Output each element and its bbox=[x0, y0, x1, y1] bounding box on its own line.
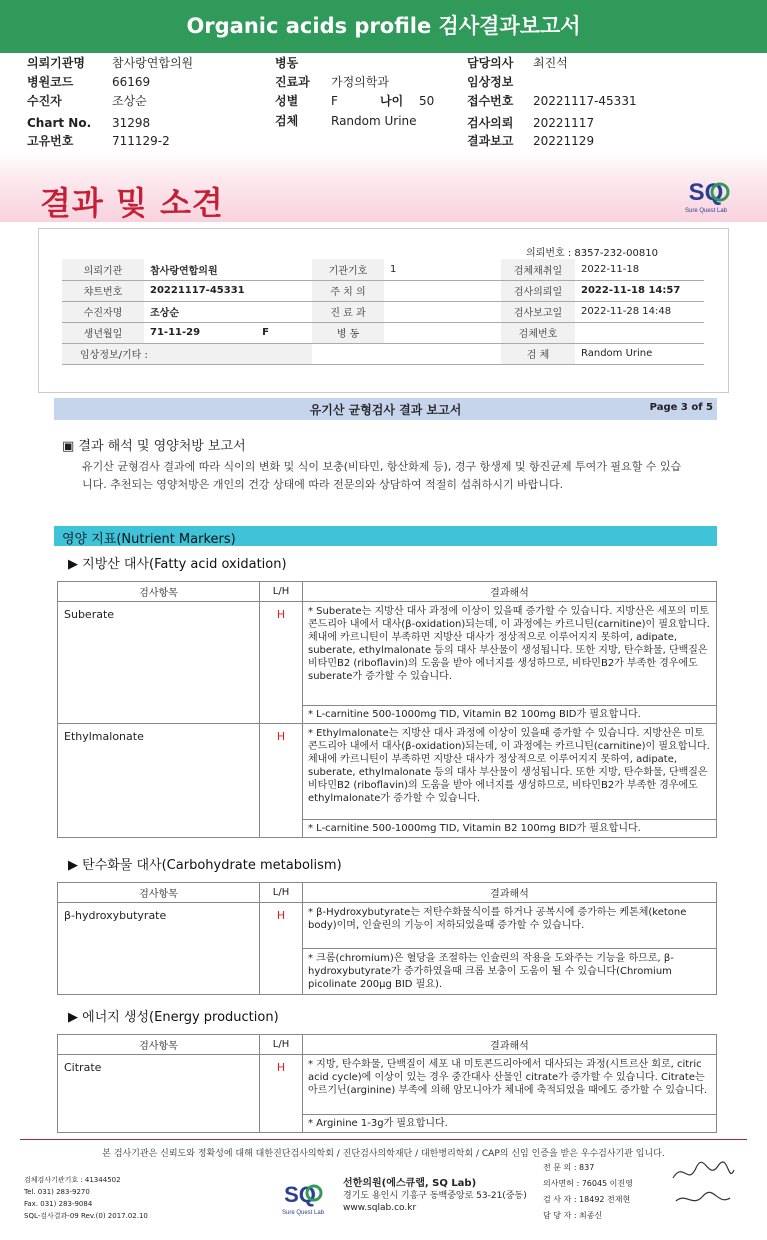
flag: H bbox=[260, 724, 303, 838]
fatty-acid-table bbox=[57, 581, 717, 838]
info-label: 성별 bbox=[275, 94, 299, 108]
cell: 주 치 의 bbox=[312, 280, 384, 301]
col-lh: L/H bbox=[260, 883, 303, 903]
flag: H bbox=[260, 1055, 303, 1133]
cell: Random Urine bbox=[575, 343, 704, 364]
cell: 의뢰기관 bbox=[62, 259, 144, 280]
nutrient-markers-bar bbox=[54, 526, 717, 546]
col-interpretation: 결과해석 bbox=[303, 1035, 717, 1055]
page-number: Page 3 of 5 bbox=[649, 402, 713, 413]
table-row bbox=[58, 602, 717, 706]
cell: 조상순 bbox=[144, 301, 312, 322]
interpretation: * Ethylmalonate는 지방산 대사 과정에 이상이 있을때 증가할 수 있습니다. 지방산은 미토콘드리아 내에서 대사(β-oxidation)되는데, 이 과정에는 카르니틴(carnitine)이 필요합니다. 체내에 카르니틴이 부족하면 지방산 대사가 정상적으로 이루어지지 못하여, adipate, suberate, ethylmalonate 등의 대사 부산물이 생성됩니다. 또한 지방, 탄수화물, 단백질은 비타민B2 (riboflavin)의 도움을 받아 에너지를 생성하므로, 비타민B2가 부족한 경우에도 ethylmalonate가 증가할 수 있습니다. bbox=[303, 724, 717, 820]
col-item: 검사항목 bbox=[58, 1035, 260, 1055]
request-number: 의뢰번호 : 8357-232-00810 bbox=[526, 248, 658, 259]
sex: F bbox=[262, 327, 269, 338]
cell bbox=[384, 301, 501, 322]
info-value: 20221129 bbox=[533, 134, 595, 148]
info-label: 결과보고 bbox=[467, 134, 514, 148]
facility-code: 검체검사기관기호 : 41344502 bbox=[24, 1176, 121, 1184]
info-value: 최진석 bbox=[533, 56, 568, 70]
footer-signatories bbox=[543, 1160, 633, 1224]
footer-logo-sub: Sure Quest Lab bbox=[281, 1210, 325, 1216]
info-label: 임상정보 bbox=[467, 75, 514, 89]
page-title: 결과 및 소견 bbox=[40, 184, 224, 222]
cell: 수진자명 bbox=[62, 301, 144, 322]
cell bbox=[575, 322, 704, 343]
info-label: 검체 bbox=[275, 114, 299, 128]
footer-logo-text: SQ bbox=[284, 1182, 316, 1207]
info-value: 가정의학과 bbox=[331, 75, 389, 89]
col-interpretation: 결과해석 bbox=[303, 883, 717, 903]
info-label: 진료과 bbox=[275, 75, 310, 89]
cell: 2022-11-28 14:48 bbox=[575, 301, 704, 322]
doctor-license: 의사면허 : 76045 이진영 bbox=[543, 1179, 633, 1188]
info-value: 20221117 bbox=[533, 116, 595, 130]
section-fatty-acid: ▶ 지방산 대사(Fatty acid oxidation) bbox=[68, 557, 287, 572]
cell: 2022-11-18 bbox=[575, 259, 704, 280]
interpretation: * 지방, 탄수화물, 단백질이 세포 내 미토콘드리아에서 대사되는 과정(시트르산 회로, citric acid cycle)에 이상이 있는 경우 중간대사 산물인 citrate가 증가할 수 있습니다. Citrate는 아르기닌(arginine) 부족에 의해 암모니아가 체내에 축적되었을 때에도 증가할 수 있습니다. bbox=[303, 1055, 717, 1115]
cell bbox=[312, 343, 501, 364]
section-carbohydrate: ▶ 탄수화물 대사(Carbohydrate metabolism) bbox=[68, 858, 342, 873]
form-revision: SQL-검사결과-09 Rev.(0) 2017.02.10 bbox=[24, 1212, 148, 1220]
cell: 임상정보/기타 : bbox=[62, 343, 312, 364]
cell: 검 체 bbox=[501, 343, 575, 364]
cell: 병 동 bbox=[312, 322, 384, 343]
header-table bbox=[62, 259, 704, 365]
birth-date: 71-11-29 bbox=[150, 327, 201, 338]
info-label: 담당의사 bbox=[467, 56, 514, 70]
cell: 1 bbox=[384, 259, 501, 280]
col-lh: L/H bbox=[260, 582, 303, 602]
info-value: 711129-2 bbox=[112, 134, 170, 148]
energy-table bbox=[57, 1034, 717, 1133]
info-value: 31298 bbox=[112, 116, 151, 130]
cell: 참사랑연합의원 bbox=[144, 259, 312, 280]
cell: 2022-11-18 14:57 bbox=[575, 280, 704, 301]
phone: Tel. 031) 283-9270 bbox=[24, 1188, 90, 1196]
info-label: 병원코드 bbox=[27, 75, 74, 89]
table-row bbox=[58, 1055, 717, 1115]
item-name: β-hydroxybutyrate bbox=[58, 903, 260, 995]
org-name: 선한의원(에스큐랩, SQ Lab) bbox=[343, 1178, 477, 1189]
signatures bbox=[668, 1156, 738, 1216]
examiner: 검 사 자 : 18492 전재현 bbox=[543, 1195, 631, 1204]
cell bbox=[384, 280, 501, 301]
cell: 생년월일 bbox=[62, 322, 144, 343]
table-row bbox=[58, 903, 717, 949]
logo-sub: Sure Quest Lab bbox=[684, 208, 728, 214]
info-label: 수진자 bbox=[27, 94, 62, 108]
col-lh: L/H bbox=[260, 1035, 303, 1055]
prescription: * Arginine 1-3g가 필요합니다. bbox=[303, 1115, 717, 1133]
col-item: 검사항목 bbox=[58, 883, 260, 903]
info-value: 50 bbox=[419, 94, 435, 108]
carbohydrate-table bbox=[57, 882, 717, 995]
cell: 검사의뢰일 bbox=[501, 280, 575, 301]
cell: 검체번호 bbox=[501, 322, 575, 343]
info-label: 접수번호 bbox=[467, 94, 514, 108]
cell bbox=[144, 322, 312, 343]
footer-divider bbox=[20, 1139, 747, 1140]
section-energy: ▶ 에너지 생성(Energy production) bbox=[68, 1010, 279, 1025]
cell: 챠트번호 bbox=[62, 280, 144, 301]
item-name: Ethylmalonate bbox=[58, 724, 260, 838]
prescription: * L-carnitine 500-1000mg TID, Vitamin B2 100mg BID가 필요합니다. bbox=[303, 706, 717, 724]
accreditation-statement: 본 검사기관은 신뢰도와 정확성에 대해 대한진단검사의학회 / 진단검사의학재단 / 대한병리학회 / CAP의 신임 인증을 받은 우수검사기관 입니다. bbox=[102, 1149, 665, 1159]
cell: 20221117-45331 bbox=[144, 280, 312, 301]
fax: Fax. 031) 283-9084 bbox=[24, 1200, 93, 1208]
info-label: 검사의뢰 bbox=[467, 116, 514, 130]
specialist: 전 문 의 : 837 bbox=[543, 1163, 595, 1172]
info-value: Random Urine bbox=[331, 114, 417, 128]
footer-contact bbox=[24, 1174, 148, 1222]
col-item: 검사항목 bbox=[58, 582, 260, 602]
info-label: 의뢰기관명 bbox=[27, 56, 85, 70]
nutrient-markers-label: 영양 지표(Nutrient Markers) bbox=[62, 532, 236, 547]
interpretation: * Suberate는 지방산 대사 과정에 이상이 있을때 증가할 수 있습니다. 지방산은 세포의 미토콘드리아 내에서 대사(β-oxidation)되는데, 이 과정에는 카르니틴(carnitine)이 필요합니다. 체내에 카르니틴이 부족하면 지방산 대사가 정상적으로 이루어지지 못하여, adipate, suberate, ethylmalonate 등의 대사 부산물이 생성됩니다. 또한 지방, 탄수화물, 단백질은 비타민B2 (riboflavin)의 도움을 받아 에너지를 생성하므로, 비타민B2가 부족한 경우에도 suberate가 증가할 수 있습니다. bbox=[303, 602, 717, 706]
report-banner: Organic acids profile 검사결과보고서 bbox=[0, 0, 767, 53]
report-title: 유기산 균형검사 결과 보고서 bbox=[309, 403, 462, 417]
info-value: F bbox=[331, 94, 338, 108]
section-heading: ▣ 결과 해석 및 영양처방 보고서 bbox=[62, 439, 246, 454]
cell: 기관기호 bbox=[312, 259, 384, 280]
footer-logo bbox=[278, 1178, 328, 1218]
sq-logo bbox=[676, 176, 736, 216]
flag: H bbox=[260, 602, 303, 724]
org-address: 경기도 용인시 기흥구 동백중앙로 53-21(중동) bbox=[343, 1191, 527, 1201]
cell: 검체채취일 bbox=[501, 259, 575, 280]
report-title-bar bbox=[54, 398, 717, 420]
info-label: 고유번호 bbox=[27, 134, 74, 148]
info-value: 조상순 bbox=[112, 94, 147, 108]
logo-text: SQ bbox=[688, 179, 724, 206]
person-in-charge: 담 당 자 : 최종신 bbox=[543, 1211, 603, 1220]
info-value: 참사랑연합의원 bbox=[112, 56, 194, 70]
footer-org bbox=[343, 1178, 527, 1214]
info-label: 병동 bbox=[275, 56, 299, 70]
prescription: * L-carnitine 500-1000mg TID, Vitamin B2 100mg BID가 필요합니다. bbox=[303, 820, 717, 838]
cell bbox=[384, 322, 501, 343]
info-label: Chart No. bbox=[27, 116, 92, 130]
flag: H bbox=[260, 903, 303, 995]
prescription: * 크롬(chromium)은 혈당을 조절하는 인슐린의 작용을 도와주는 기능을 하므로, β-hydroxybutyrate가 증가하였을때 크롬 보충이 도움이 될 수 있습니다(Chromium picolinate 200μg BID 필요). bbox=[303, 949, 717, 995]
cell: 검사보고일 bbox=[501, 301, 575, 322]
info-value: 66169 bbox=[112, 75, 151, 89]
intro-paragraph: 유기산 균형검사 결과에 따라 식이의 변화 및 식이 보충(비타민, 항산화제 등), 경구 항생제 및 항진균제 투여가 필요할 수 있습니다. 추천되는 영양처방은 개인의 건강 상태에 따라 전문의와 상담하여 적절히 섭취하시기 바랍니다. bbox=[82, 460, 682, 491]
item-name: Citrate bbox=[58, 1055, 260, 1133]
cell: 진 료 과 bbox=[312, 301, 384, 322]
info-label: 나이 bbox=[380, 94, 404, 108]
info-value: 20221117-45331 bbox=[533, 94, 637, 108]
col-interpretation: 결과해석 bbox=[303, 582, 717, 602]
table-row bbox=[58, 724, 717, 820]
item-name: Suberate bbox=[58, 602, 260, 724]
interpretation: * β-Hydroxybutyrate는 저탄수화물식이를 하거나 공복시에 증가하는 케톤체(ketone body)이며, 인슐린의 기능이 저하되었을때 증가할 수 있습니다. bbox=[303, 903, 717, 949]
org-website: www.sqlab.co.kr bbox=[343, 1203, 417, 1213]
